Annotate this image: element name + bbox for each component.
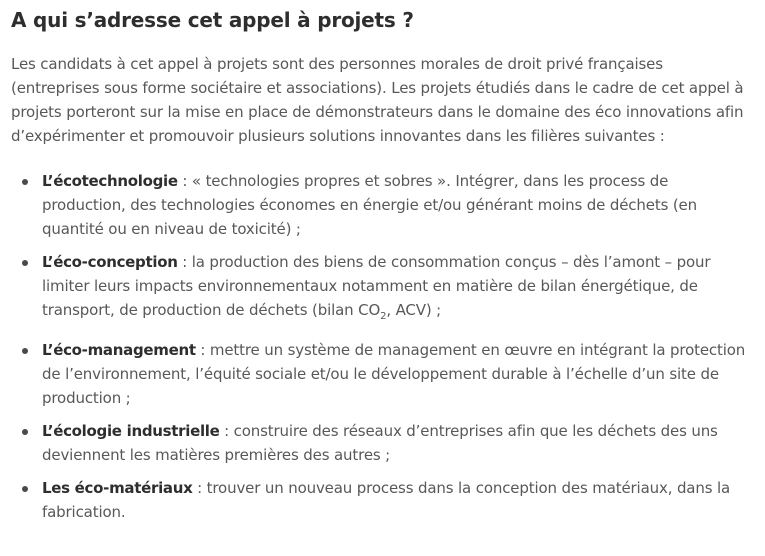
intro-paragraph: Les candidats à cet appel à projets sont des personnes morales de droit privé françaises (entreprises sous forme sociétaire et associations). Les projets étudiés dans le cadre de cet appel à projets porteront sur la mise en place de démonstrateurs dans le domaine des éco innovations afin d’expérimenter et promouvoir plusieurs solutions innovantes dans les filières suivantes : xyxy=(11,55,744,145)
filieres-list xyxy=(11,169,753,524)
bullet-icon xyxy=(22,486,28,492)
list-item-term: L’éco-conception xyxy=(42,253,178,271)
list-item-ecologie-industrielle xyxy=(11,419,753,467)
bullet-icon xyxy=(22,429,28,435)
list-item-text-end: , ACV) ; xyxy=(386,301,442,319)
list-item-eco-materiaux xyxy=(11,476,753,524)
list-item-term: L’éco-management xyxy=(42,341,196,359)
list-item-term: L’écotechnologie xyxy=(42,172,178,190)
list-item-text: : la production des biens de consommation conçus – dès l’amont – pour limiter leurs impacts environnementaux notamment en matière de bilan énergétique, de transport, de production de déchets (bilan CO xyxy=(42,253,711,319)
list-item-text: : « technologies propres et sobres ». Intégrer, dans les process de production, des technologies économes en énergie et/ou générant moins de déchets (en quantité ou en niveau de toxicité) ; xyxy=(42,172,697,238)
list-item-text: : trouver un nouveau process dans la conception des matériaux, dans la fabrication. xyxy=(42,479,731,521)
list-item-ecotechnologie xyxy=(11,169,753,241)
list-item-text: : construire des réseaux d’entreprises afin que les déchets des uns deviennent les matières premières des autres ; xyxy=(42,422,718,464)
list-item-eco-management xyxy=(11,338,753,410)
section-heading: A qui s’adresse cet appel à projets ? xyxy=(11,8,414,32)
list-item-eco-conception xyxy=(11,250,753,322)
list-item-term: Les éco-matériaux xyxy=(42,479,193,497)
bullet-icon xyxy=(22,348,28,354)
co2-subscript: 2 xyxy=(380,311,387,322)
list-item-text: : mettre un système de management en œuvre en intégrant la protection de l’environnement, l’équité sociale et/ou le développement durable à l’échelle d’un site de production ; xyxy=(42,341,746,407)
bullet-icon xyxy=(22,179,28,185)
bullet-icon xyxy=(22,260,28,266)
list-item-term: L’écologie industrielle xyxy=(42,422,220,440)
